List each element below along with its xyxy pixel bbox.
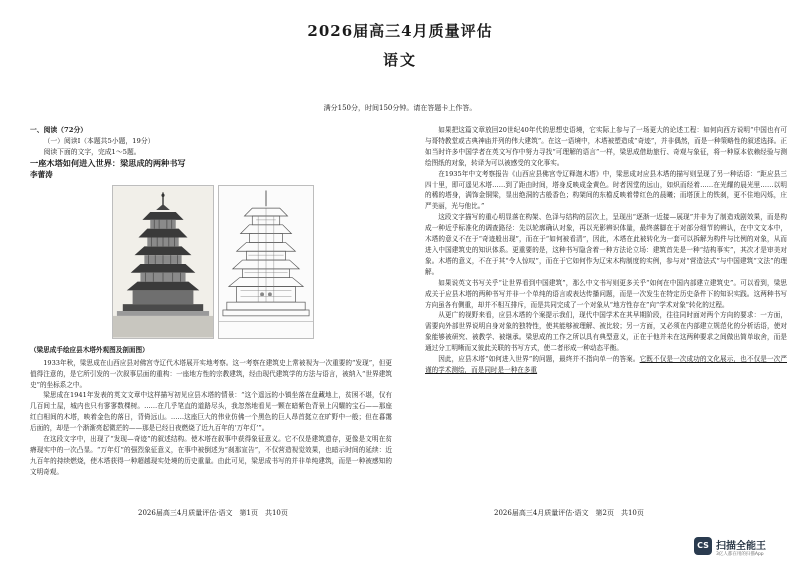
conclusion-lead: 因此，应县木塔“如何进入世界”的问题，最终并不指向单一的答案。 bbox=[438, 355, 640, 364]
subject-title: 语文 bbox=[382, 51, 417, 69]
right-paragraph-6 bbox=[425, 354, 787, 376]
left-column bbox=[30, 125, 392, 478]
reading-instruction: 阅读下面的文字，完成1～5题。 bbox=[43, 147, 141, 156]
score-line: 满分150分，时间150分钟。请在答题卡上作答。 bbox=[323, 104, 477, 112]
left-paragraph-3: 在这段文字中，出现了“发现—奇迹”的叙述结构。使木塔在叙事中获得象征意义。它不仅是建筑遗存，更像是文明在贫瘠现实中的一次凸显。“万年灯”的强烈象征意义，在事中被倒述为“刹那宣告”，不仅营造视觉效果，也暗示时间的延续：近九百年的持续燃烧，使木塔获得一种超越现实处境的历史重量。由此可见，梁思成书写的并非单纯建筑，而是一种被感知的文明奇观。 bbox=[30, 435, 392, 476]
camscanner-logo-icon: CS bbox=[694, 537, 712, 555]
exam-title: 2026届高三4月质量评估 bbox=[307, 22, 493, 40]
right-paragraph-5: 从更广的视野来看，应县木塔的个案提示我们，现代中国学术在其早期阶段，往往同时面对两个方向的要求：一方面，需要向外部世界说明自身对象的独特性，使其能够被理解、被比较；另一方面，又必须在内部建立规范化的分析话语，使对象能够被研究、被教学、被继承。梁思成的工作之所以具有典型意义，正在于他并未在这两种要求之间做出简单取舍，而是通过分工明晰而又彼此关联的书写方式，使二者形成一种动态平衡。 bbox=[425, 311, 787, 353]
section-heading: 一、阅读（72分） bbox=[30, 126, 88, 134]
right-paragraph-2: 在1935年中文考察报告《山西应县佛宫寺辽释迦木塔》中，梁思成对应县木塔的描写则呈现了另一种话语：“距应县三四十里，即可遥见木塔……到了距由时间，塔身反映成金黄色。时者因堂的远山，如炽而经着……在光耀的晨光里……以明的稀的塔身，满饰金铜梁，显出绝洞的古般香色；构架间的东檐反映着带红色的晨曦；而塔顶上的铁刹，更不住地闪烁，庄严美丽，光与他比。” bbox=[425, 169, 787, 211]
scanner-tagline: 3亿人都在用的扫描App bbox=[716, 552, 764, 557]
pagoda-exterior-drawing bbox=[113, 186, 213, 338]
scanner-watermark bbox=[694, 534, 798, 562]
page-footer-left: 2026届高三4月质量评估·语文 第1页 共10页 bbox=[138, 509, 288, 517]
article-author: 李蕾涛 bbox=[30, 169, 53, 179]
pagoda-section-figure bbox=[218, 185, 314, 339]
figure-caption: （梁思成手绘应县木塔外观图及剖面图） bbox=[30, 345, 149, 354]
pagoda-exterior-figure bbox=[112, 185, 214, 339]
page-footer-right: 2026届高三4月质量评估·语文 第2页 共10页 bbox=[494, 509, 644, 517]
figure-group bbox=[30, 183, 392, 343]
right-paragraph-1: 如果把这篇文章放回20世纪40年代的思想史语境，它实际上参与了一场更大的论述工程：如何向西方说明“中国也有可与哥特教堂或古典神庙并列的伟大建筑”。在这一语境中，木塔被塑造成“奇迹”，并非偶然，而是一种策略性的叙述选择。正如当时许多中国学者在英文写作中努力寻找“可理解的语言”一样，梁思成借助旅行、奇观与象征，将一种原本依赖经验与测绘图纸的对象，转译为可以被感受的文化事实。 bbox=[425, 126, 787, 167]
pagoda-section-drawing bbox=[219, 186, 313, 338]
left-paragraph-2: 梁思成在1941年发表的英文文章中这样描写初见应县木塔的情景：“这个遥远的小镇坐落在盘藏地上，贫困不堪，仅有几百间土屋，城内也只有寥寥数棵树。……在几乎笔直的道路尽头，我忽然地看见一颗在暗紫色背景上闪耀的宝石——那座红白相间的木塔，映着金色的落日，背倚远山。……这座巨大的伟业仿佛一个黑色的巨人昂首挺立在旷野中一般；但在暮霭后面的，却是一个渐渐亮起微茫的——那是已经日夜燃烧了近九百年的‘万年灯’”。 bbox=[30, 391, 392, 433]
right-paragraph-3: 这段文字描写的重心明显落在构架、色泽与结构的层次上，呈现出“逐渐一近接—展现”并非为了制造戏剧效果，而是构成一种近乎标准化的调查路径：先以轮廓确认对象，再以光影辨识体量，最终落脚在于对部分细节的辨认，在中文文本中，木塔的意义不在于“奇迹般出现”，而在于“如何被看清”，因此，木塔在此被转化为一套可以拆解为构件与比例的对象，从而进入中国建筑史的知识体系。更重要的是，这种书写隐含着一种方法论立场：建筑首先是一种“结构事实”，其次才是审美对象。木塔的意义，不在于其“令人惊叹”，而在于它如何作为辽宋木构制度的实例，参与对“营造法式”与中国建筑“文法”的理解。 bbox=[425, 213, 787, 276]
scanner-app-name: 扫描全能王 bbox=[716, 541, 766, 552]
article-title: 一座木塔如何进入世界：梁思成的两种书写 bbox=[30, 157, 186, 168]
right-paragraph-4: 如果说英文书写关乎“让世界看到中国建筑”，那么中文书写则更多关乎“如何在中国内部建立建筑史”。可以看到，梁思成关于应县木塔的两种书写并非一个单纯的语言或表达传播问题，而是一次发生在特定历史条件下的知识实践。这两种书写方向虽各有侧重，却并不相互排斥，而是共同完成了一个对象从“地方性存在”向“学术对象”转化的过程。 bbox=[425, 278, 787, 309]
underlined-sentence: 它既不仅是一次成功的文化展示，也不仅是一次严谨的学术测绘，而是同时是一种在多重 bbox=[425, 355, 787, 374]
left-paragraph-1: 1933年秋，梁思成在山西应县对佛宫寺辽代木塔展开实地考察。这一考察在建筑史上常被视为一次重要的“发现”，但更值得注意的，是它所引发的一次叙事层面的重构：一座地方性的宗教建筑，经由现代建筑学的方法与语言，被纳入“世界建筑史”的坐标系之中。 bbox=[30, 358, 392, 389]
right-column bbox=[425, 125, 787, 376]
subsection-heading: （一）阅读Ⅰ（本题共5小题，19分） bbox=[43, 136, 155, 145]
